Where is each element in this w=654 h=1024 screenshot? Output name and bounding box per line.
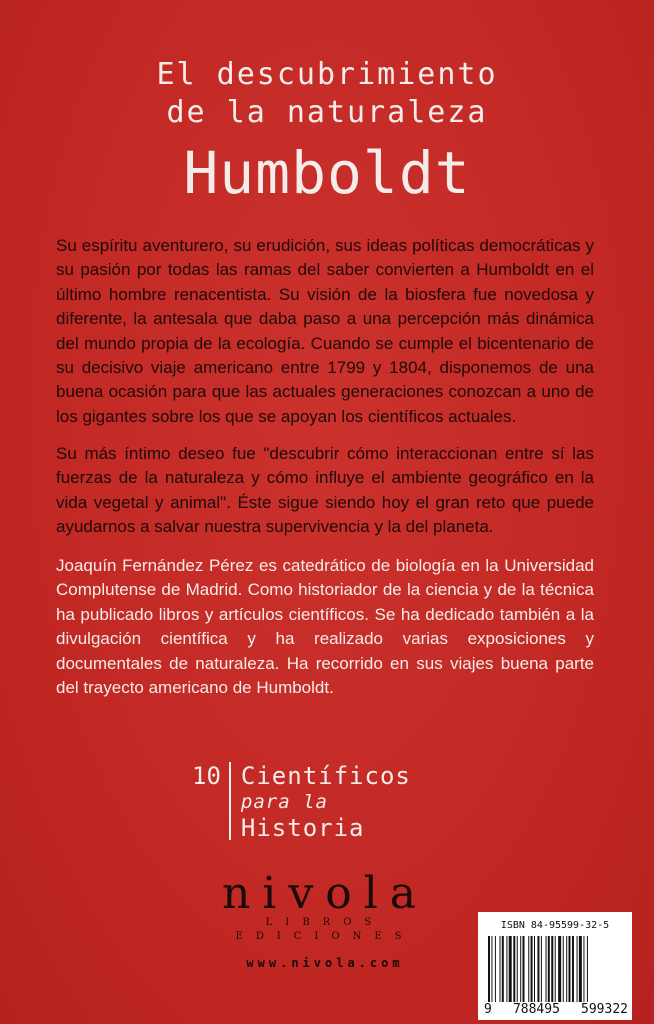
series-number: 10 — [192, 762, 231, 840]
synopsis-paragraph-1: Su espíritu aventurero, su erudición, sus ideas políticas democráticas y su pasión por todas las ramas del saber convierten a Humboldt en el último hombre renacentista. Su visión de la biosfera fue novedosa y diferente, la antesala que daba paso a una percepción más dinámica del mundo propia de la ecología. Cuando se cumple el bicentenario de su decisivo viaje americano entre 1799 y 1804, disponemos de una buena ocasión para que las actuales generaciones conozcan a uno de los gigantes sobre los que se apoyan los científicos actuales. — [56, 236, 594, 426]
isbn-text: ISBN 84-95599-32-5 — [500, 920, 610, 931]
series-title-line-2: para la — [240, 791, 328, 813]
series-title-line-3: Historia — [240, 814, 365, 842]
synopsis-paragraph-2: Su más íntimo deseo fue "descubrir cómo interaccionan entre sí las fuerzas de la naturaleza y cómo influye el ambiente geográfico en la vida vegetal y animal". Éste sigue siendo hoy el gran reto que puede ayudarnos a salvar nuestra supervivencia y la del planeta. — [56, 444, 594, 537]
series-title — [231, 762, 411, 842]
title-line-1: El descubrimiento — [156, 57, 498, 92]
series-title-line-1: Científicos — [240, 762, 411, 790]
publisher-logo — [200, 868, 450, 970]
author-bio-paragraph: Joaquín Fernández Pérez es catedrático de biología en la Universidad Complutense de Madrid. Como historiador de la ciencia y de la técnica ha publicado libros y artículos científicos. Se ha dedicado también a la divulgación científica y ha realizado varias exposiciones y documentales de naturaleza. Ha recorrido en sus viajes buena parte del trayecto americano de Humboldt. — [56, 556, 594, 698]
publisher-url: www.nivola.com — [246, 956, 404, 970]
publisher-sub-2: EDICIONES — [235, 931, 415, 942]
barcode-icon — [488, 936, 622, 1002]
title-block — [0, 56, 654, 208]
series-label — [192, 762, 411, 842]
publisher-sub-1: LIBROS — [265, 917, 385, 928]
ean-digits — [484, 1002, 628, 1017]
barcode-label — [478, 912, 632, 1020]
ean-right-group: 599322 — [581, 1002, 628, 1017]
ean-left-group: 788495 — [512, 1002, 560, 1017]
ean-first-digit: 9 — [484, 1002, 492, 1017]
title-line-2: de la naturaleza — [166, 95, 488, 130]
publisher-name: nivola — [221, 868, 429, 919]
title-main: Humboldt — [183, 139, 471, 207]
